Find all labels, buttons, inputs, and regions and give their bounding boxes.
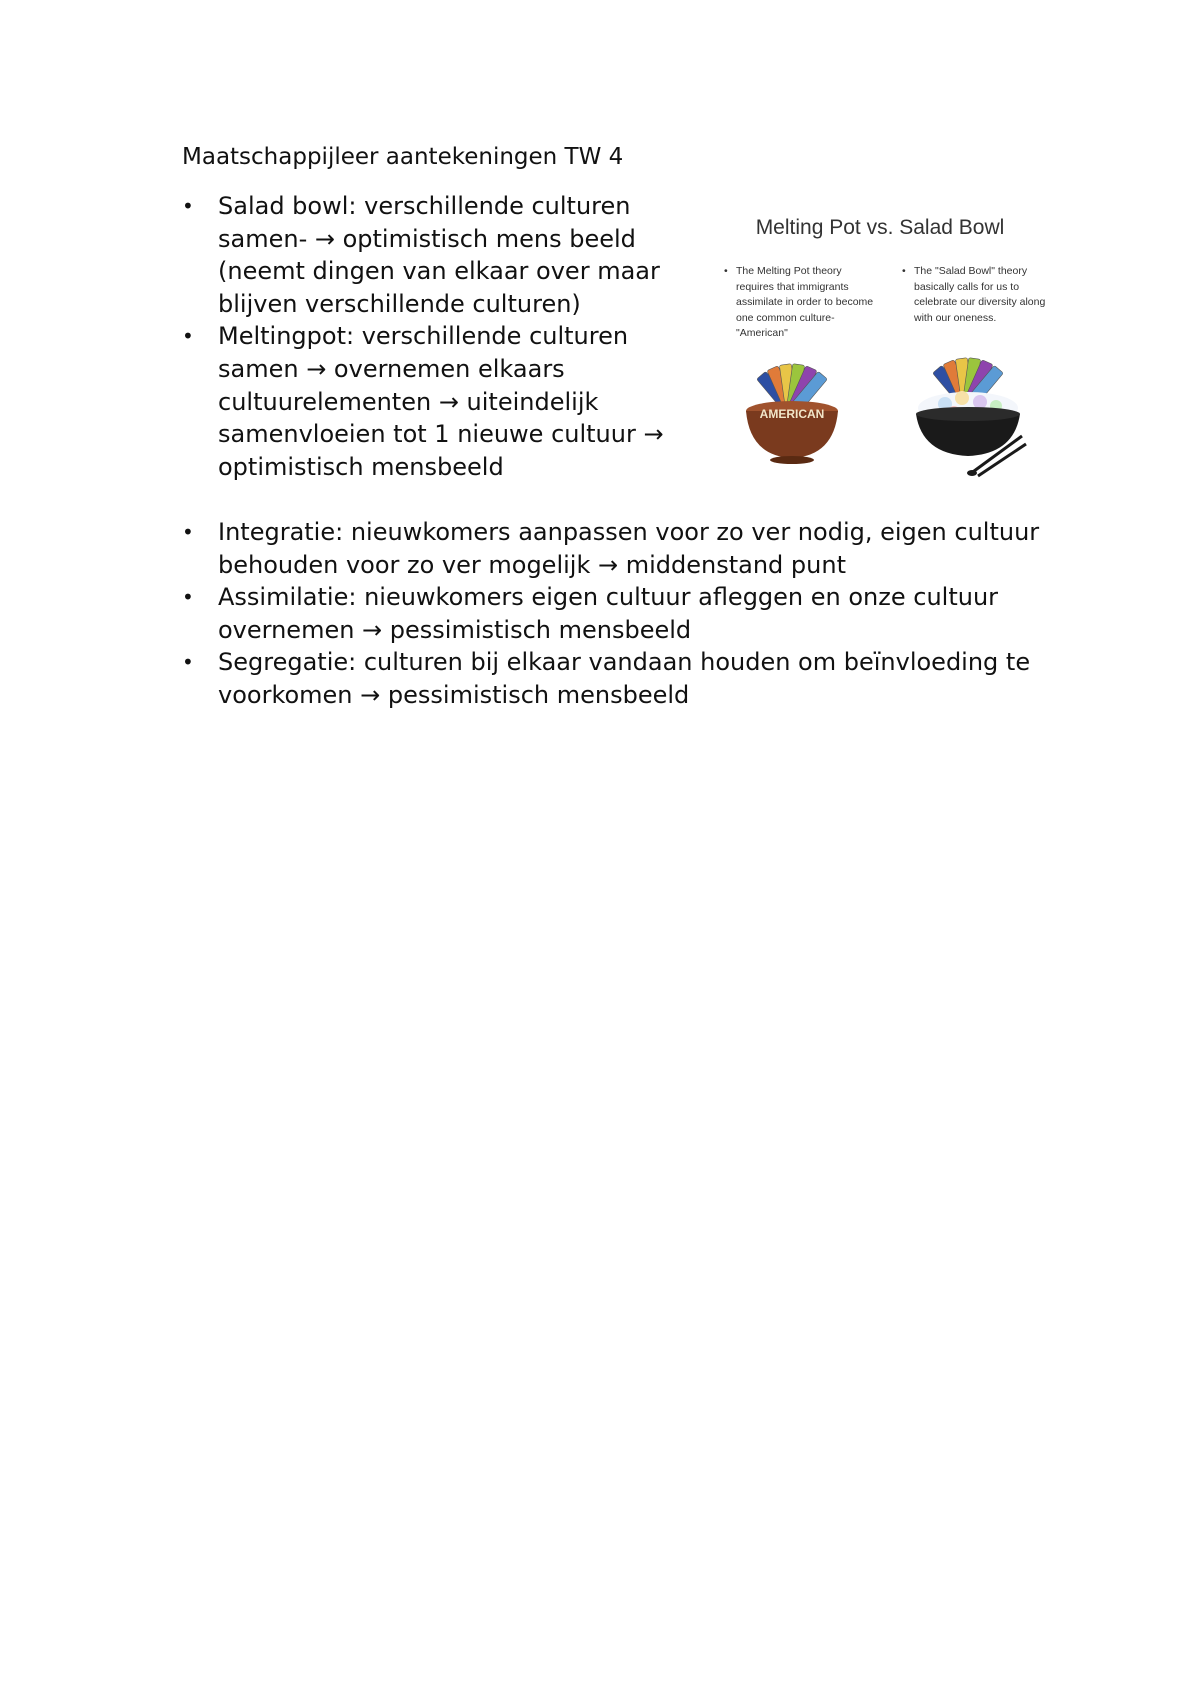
bowls-illustration (700, 346, 1060, 481)
bullet-icon: • (182, 520, 194, 544)
list-item-salad-bowl (182, 190, 682, 320)
list-item-meltingpot (182, 320, 682, 483)
salad-bowl-icon (916, 358, 1026, 476)
bullet-icon: • (182, 194, 194, 218)
figure-left-column (724, 264, 874, 342)
bottom-bullet-list (182, 516, 1082, 712)
pot-label: AMERICAN (759, 407, 825, 421)
bullet-icon: • (182, 324, 194, 349)
list-item-segregatie (182, 646, 1082, 711)
list-item-integratie (182, 516, 1082, 581)
document-title: Maatschappijleer aantekeningen TW 4 (182, 144, 624, 170)
top-bullet-list (182, 190, 682, 483)
figure-bullet-icon: • (902, 265, 906, 277)
melting-pot-vs-salad-bowl-figure (700, 196, 1060, 486)
figure-bullet-icon: • (724, 265, 728, 277)
figure-title: Melting Pot vs. Salad Bowl (755, 216, 1005, 239)
list-item-assimilatie (182, 581, 1082, 646)
bullet-icon: • (182, 585, 194, 610)
bullet-icon: • (182, 650, 194, 675)
list-item-text: Segregatie: culturen bij elkaar vandaan houden om beïnvloeding te voorkomen → pessimistisch mensbeeld (218, 648, 1031, 709)
figure-right-text: The "Salad Bowl" theory basically calls for us to celebrate our diversity along with our oneness. (914, 265, 1046, 324)
list-item-text: Meltingpot: verschillende culturen samen → overnemen elkaars cultuurelementen → uiteindelijk samenvloeien tot 1 nieuwe cultuur → optimistisch mensbeeld (218, 322, 664, 481)
list-item-text: Salad bowl: verschillende culturen samen- → optimistisch mens beeld (neemt dingen van elkaar over maar blijven verschillende culturen) (218, 192, 660, 318)
figure-right-column (902, 264, 1052, 326)
list-item-text: Assimilatie: nieuwkomers eigen cultuur afleggen en onze cultuur overnemen → pessimistisch mensbeeld (218, 583, 999, 644)
list-item-text: Integratie: nieuwkomers aanpassen voor zo ver nodig, eigen cultuur behouden voor zo ver mogelijk → middenstand punt (218, 518, 1040, 579)
figure-left-text: The Melting Pot theory requires that immigrants assimilate in order to become one common culture-"American" (736, 265, 874, 339)
melting-pot-icon (746, 364, 838, 464)
